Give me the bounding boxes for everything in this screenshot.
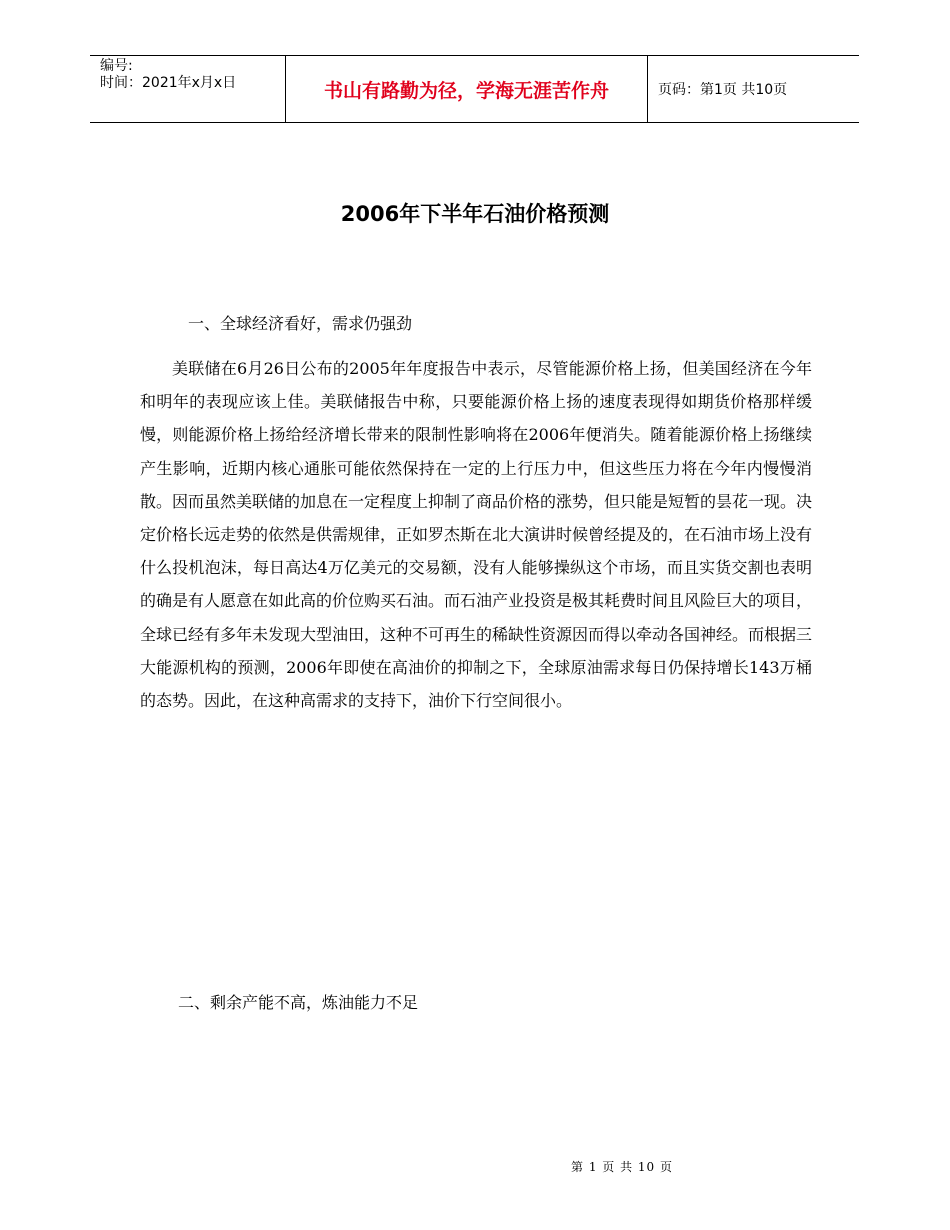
time-label: 时间：2021年x月x日 bbox=[100, 75, 237, 91]
section-1-body: 美联储在6月26日公布的2005年年度报告中表示，尽管能源价格上扬，但美国经济在今年和明年的表现应该上佳。美联储报告中称，只要能源价格上扬的速度表现得如期货价格那样缓慢，则能源价格上扬给经济增长带来的限制性影响将在2006年便消失。随着能源价格上扬继续产生影响，近期内核心通胀可能依然保持在一定的上行压力中，但这些压力将在今年内慢慢消散。因而虽然美联储的加息在一定程度上抑制了商品价格的涨势，但只能是短暂的昙花一现。决定价格长远走势的依然是供需规律，正如罗杰斯在北大演讲时候曾经提及的，在石油市场上没有什么投机泡沫，每日高达4万亿美元的交易额，没有人能够操纵这个市场，而且实货交割也表明的确是有人愿意在如此高的价位购买石油。而石油产业投资是极其耗费时间且风险巨大的项目，全球已经有多年未发现大型油田，这种不可再生的稀缺性资源因而得以牵动各国神经。而根据三大能源机构的预测，2006年即使在高油价的抑制之下，全球原油需求每日仍保持增长143万桶的态势。因此，在这种高需求的支持下，油价下行空间很小。 bbox=[140, 359, 813, 711]
section-1-heading: 一、全球经济看好，需求仍强劲 bbox=[188, 314, 413, 333]
header-page-info: 页码：第1页 共10页 bbox=[658, 82, 788, 98]
number-label: 编号: bbox=[100, 58, 133, 74]
page-footer: 第 1 页 共 10 页 bbox=[571, 1160, 673, 1174]
document-title: 2006年下半年石油价格预测 bbox=[340, 202, 610, 226]
header-meta bbox=[90, 56, 286, 122]
section-2-heading: 二、剩余产能不高，炼油能力不足 bbox=[178, 993, 419, 1012]
page-header bbox=[90, 55, 859, 123]
header-motto: 书山有路勤为径，学海无涯苦作舟 bbox=[286, 56, 648, 122]
